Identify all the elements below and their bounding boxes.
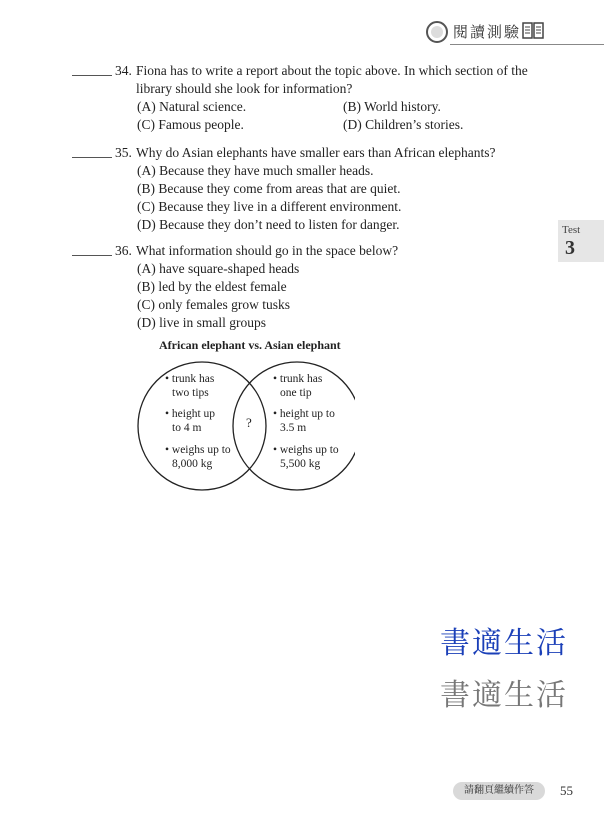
venn-overlap-unknown: ? xyxy=(246,415,252,430)
question-number: 34. xyxy=(115,63,132,78)
header-title: 閱讀測驗 xyxy=(453,23,522,41)
continue-note: 請翻頁繼續作答 xyxy=(453,782,545,800)
option-d[interactable]: (D) live in small groups xyxy=(137,315,266,330)
option-c[interactable]: (C) Famous people. xyxy=(137,117,244,132)
venn-title: African elephant vs. Asian elephant xyxy=(159,338,341,352)
test-tab-label: Test xyxy=(562,224,581,236)
option-c[interactable]: (C) only females grow tusks xyxy=(137,297,290,312)
magnifier-icon xyxy=(426,21,448,43)
asian-fact-height: • height up to 3.5 m xyxy=(273,408,335,434)
african-fact-height: • height up to 4 m xyxy=(165,408,216,434)
book-icon xyxy=(522,21,544,41)
option-b[interactable]: (B) Because they come from areas that are quiet. xyxy=(137,181,401,196)
answer-blank[interactable] xyxy=(72,62,114,81)
test-tab-number: 3 xyxy=(565,237,575,259)
option-c[interactable]: (C) Because they live in a different environment. xyxy=(137,199,402,214)
test-tab xyxy=(558,220,604,262)
answer-blank[interactable] xyxy=(72,242,114,261)
question-stem: Fiona has to write a report about the topic above. In which section of the xyxy=(136,63,528,78)
african-fact-weight: • weighs up to 8,000 kg xyxy=(165,444,231,470)
venn-diagram xyxy=(135,336,355,496)
option-b[interactable]: (B) led by the eldest female xyxy=(137,279,287,294)
option-b[interactable]: (B) World history. xyxy=(343,99,441,114)
page-number: 55 xyxy=(560,783,573,798)
african-fact-trunk: • trunk has two tips xyxy=(165,373,215,399)
option-a[interactable]: (A) Natural science. xyxy=(137,99,247,114)
option-d[interactable]: (D) Because they don’t need to listen for danger. xyxy=(137,217,400,232)
question-stem-cont: library should she look for information? xyxy=(136,81,353,96)
question-number: 35. xyxy=(115,145,132,160)
question-36 xyxy=(72,242,562,334)
question-35 xyxy=(72,144,562,236)
watermark-blue: 書適生活 xyxy=(440,626,568,661)
question-number: 36. xyxy=(115,243,132,258)
watermark-gray: 書適生活 xyxy=(440,678,568,713)
question-stem: Why do Asian elephants have smaller ears than African elephants? xyxy=(136,145,496,160)
option-a[interactable]: (A) have square-shaped heads xyxy=(137,261,300,276)
answer-blank[interactable] xyxy=(72,144,114,163)
option-a[interactable]: (A) Because they have much smaller heads. xyxy=(137,163,374,178)
page-header xyxy=(420,18,604,48)
header-rule xyxy=(450,44,604,45)
option-d[interactable]: (D) Children’s stories. xyxy=(343,117,464,132)
asian-fact-trunk: • trunk has one tip xyxy=(273,373,323,399)
question-34 xyxy=(72,62,562,138)
asian-fact-weight: • weighs up to 5,500 kg xyxy=(273,444,339,470)
question-stem: What information should go in the space below? xyxy=(136,243,399,258)
